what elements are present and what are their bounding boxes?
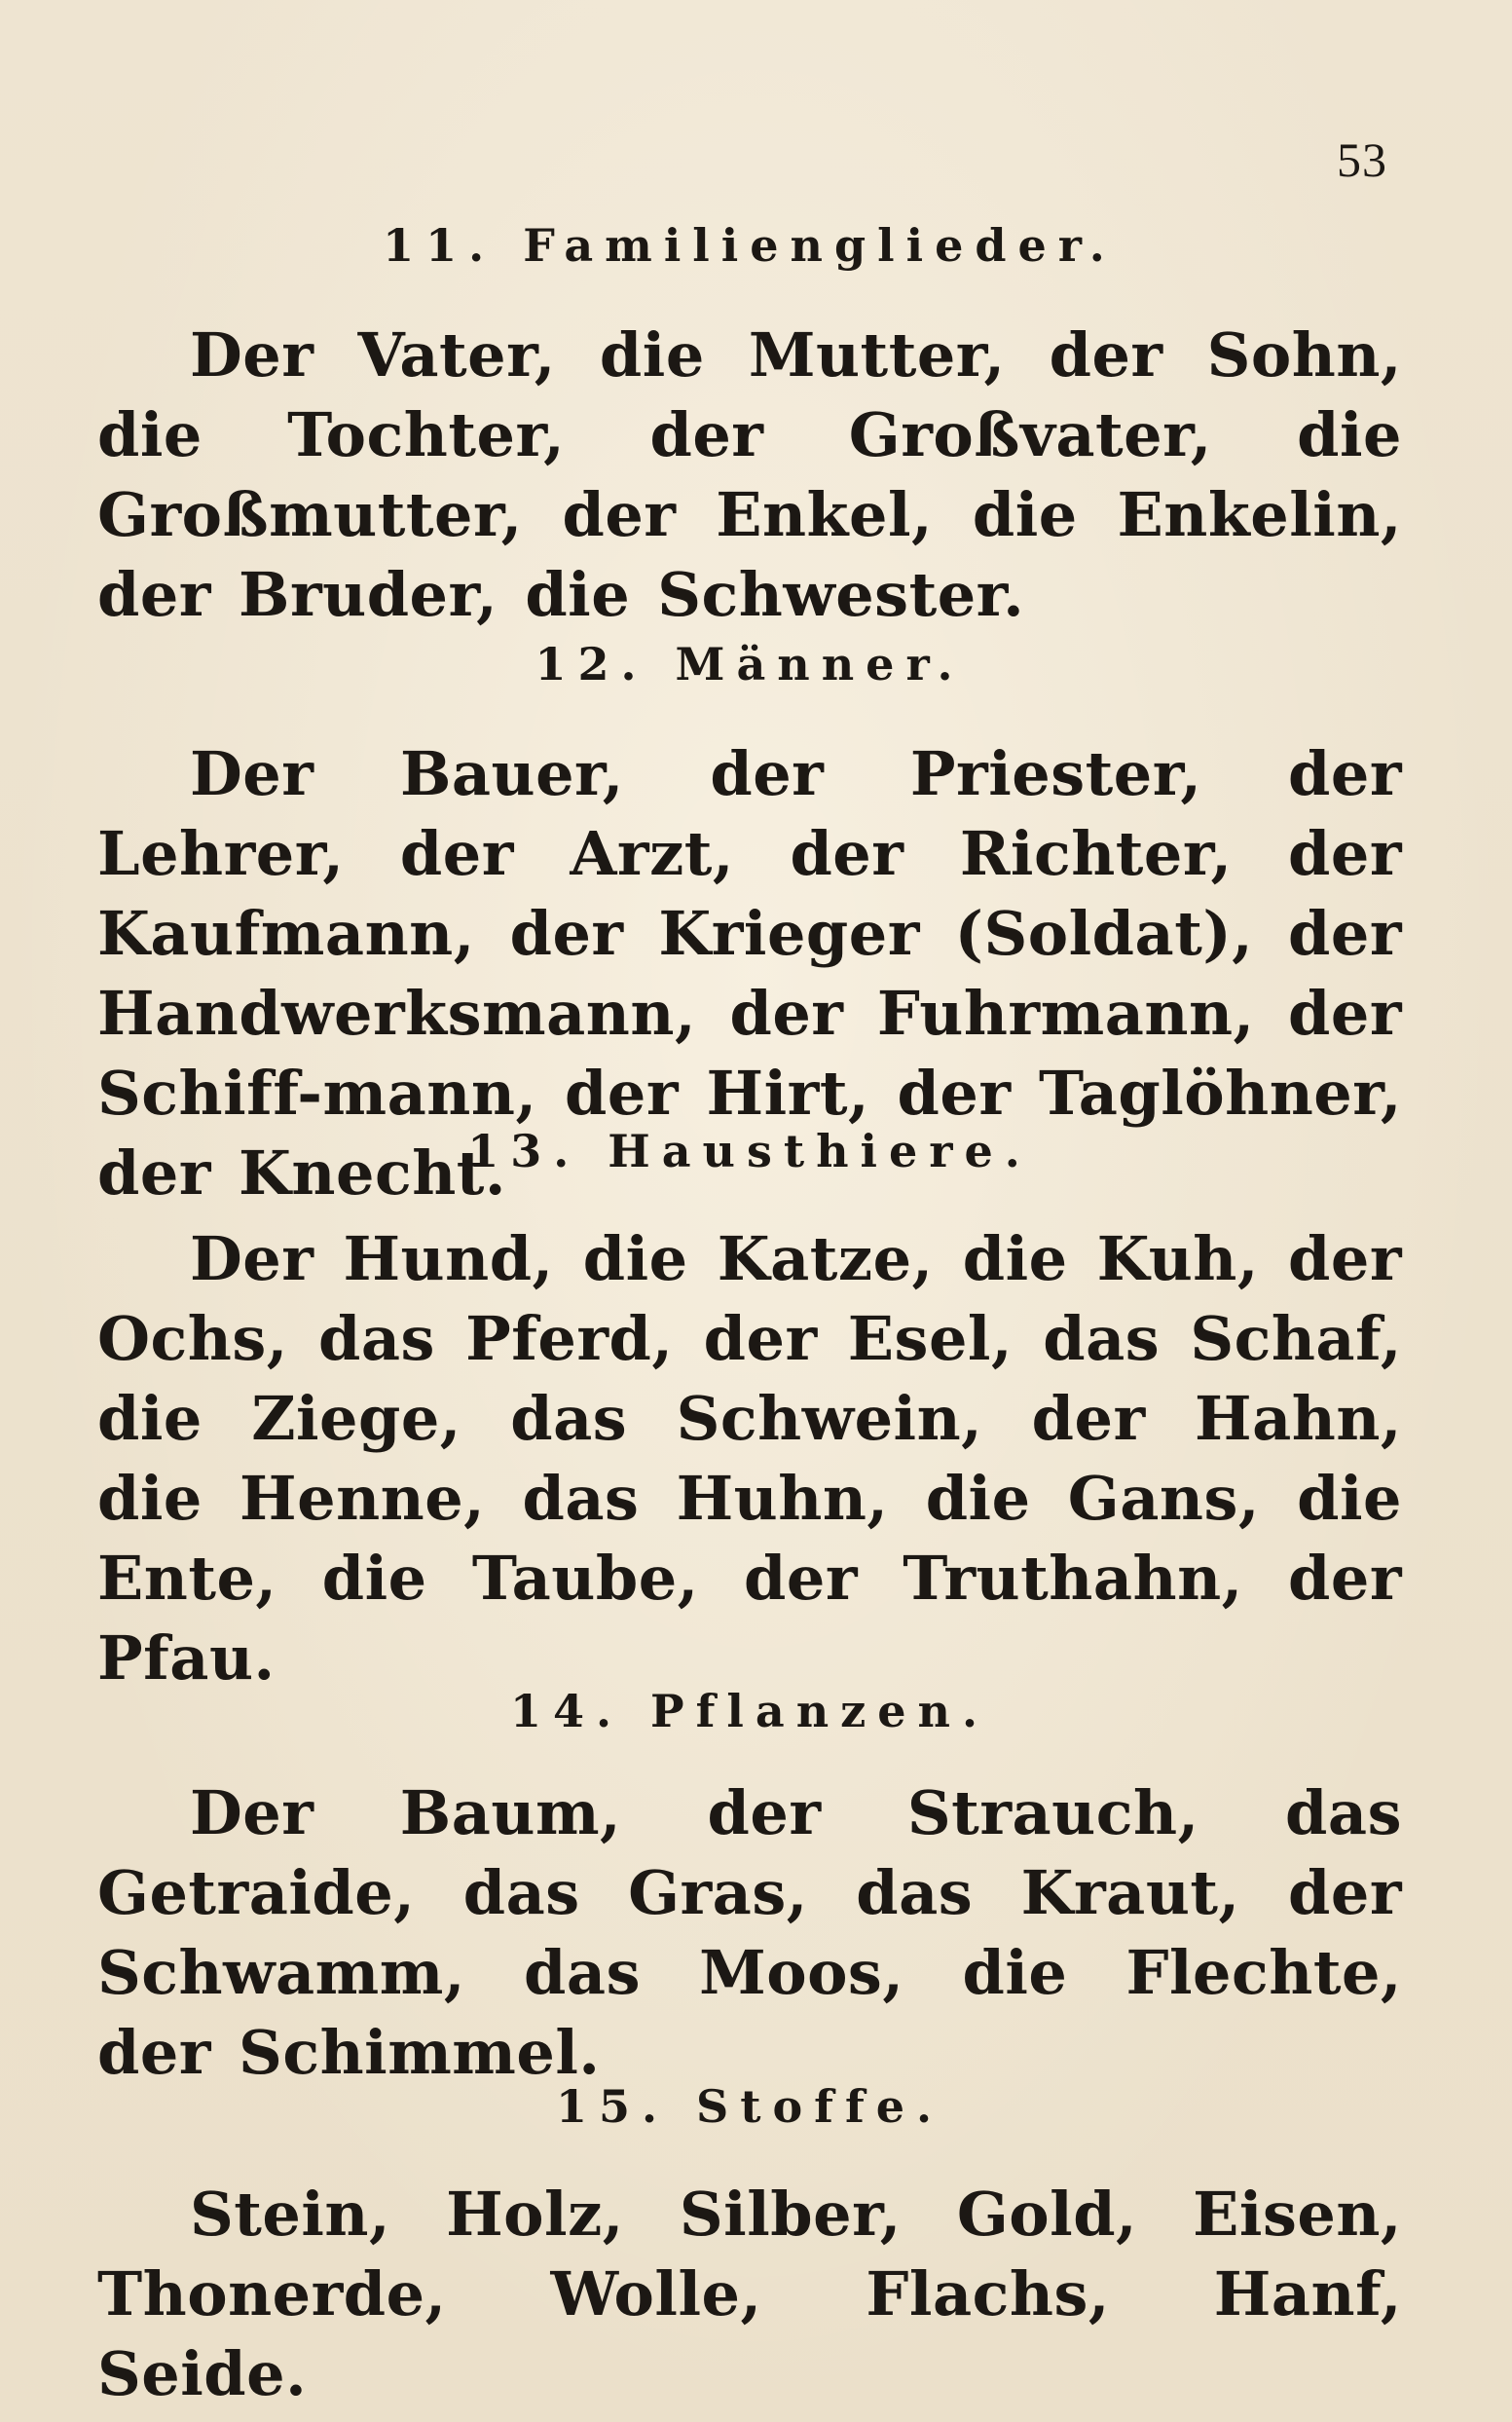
section-heading: 12. Männer.	[535, 638, 965, 690]
section-paragraph: Der Hund, die Katze, die Kuh, der Ochs, das Pferd, der Esel, das Schaf, die Ziege, das Schwein, der Hahn, die Henne, das Huhn, die Gans, die Ente, die Taube, der Truthahn, der Pfau.	[97, 1223, 1402, 1694]
section-stoffe	[97, 2077, 1402, 2414]
section-hausthiere	[97, 1122, 1402, 1698]
section-heading: 11. Familienglieder.	[383, 219, 1117, 272]
section-pflanzen	[97, 1682, 1402, 2093]
section-paragraph: Der Bauer, der Priester, der Lehrer, der Arzt, der Richter, der Kaufmann, der Krieger (Soldat), der Handwerksmann, der Fuhrmann, der Schiff-mann, der Hirt, der Taglöhner, der Knecht.	[97, 738, 1402, 1209]
page-number: 53	[1337, 132, 1387, 187]
section-heading: 15. Stoffe.	[555, 2080, 944, 2133]
section-heading: 14. Pflanzen.	[510, 1685, 989, 1737]
section-heading: 13. Hausthiere.	[467, 1125, 1032, 1177]
section-paragraph: Der Baum, der Strauch, das Getraide, das Gras, das Kraut, der Schwamm, das Moos, die Flechte, der Schimmel.	[97, 1777, 1402, 2088]
section-paragraph: Der Vater, die Mutter, der Sohn, die Tochter, der Großvater, die Großmutter, der Enkel, die Enkelin, der Bruder, die Schwester.	[97, 319, 1402, 630]
section-familienglieder	[97, 216, 1402, 635]
section-paragraph: Stein, Holz, Silber, Gold, Eisen, Thonerde, Wolle, Flachs, Hanf, Seide.	[97, 2179, 1402, 2409]
